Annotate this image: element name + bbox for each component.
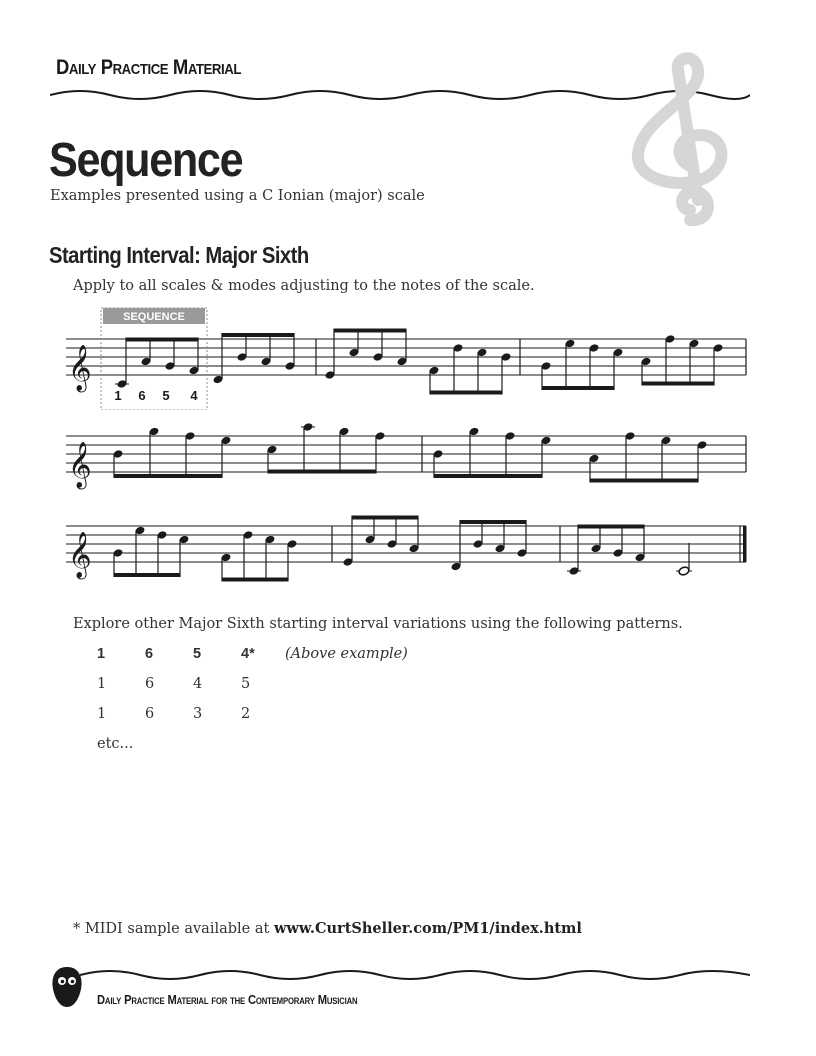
beam bbox=[334, 329, 406, 333]
sequence-label: SEQUENCE bbox=[123, 311, 185, 323]
beam bbox=[578, 525, 644, 529]
pattern-value: 6 bbox=[145, 646, 154, 662]
beam bbox=[352, 516, 418, 520]
pattern-value: 1 bbox=[97, 706, 107, 722]
pattern-row bbox=[97, 676, 408, 706]
header-title: Daily Practice Material bbox=[56, 56, 241, 79]
section-heading: Starting Interval: Major Sixth bbox=[49, 242, 309, 268]
staff-system-3 bbox=[0, 510, 816, 590]
explore-text: Explore other Major Sixth starting interval variations using the following patterns. bbox=[73, 616, 683, 632]
sequence-digit: 5 bbox=[162, 388, 170, 403]
beam bbox=[114, 474, 222, 478]
beam bbox=[268, 470, 376, 474]
midi-note bbox=[73, 920, 582, 937]
beam bbox=[430, 391, 502, 395]
midi-link[interactable]: www.CurtSheller.com/PM1/index.html bbox=[273, 920, 582, 937]
staff-system-1 bbox=[0, 300, 816, 410]
treble-clef-icon: 𝄞 bbox=[68, 442, 92, 488]
beam bbox=[590, 479, 698, 483]
treble-clef-icon: 𝄞 bbox=[68, 345, 92, 391]
page-title: Sequence bbox=[49, 134, 243, 187]
sequence-digit: 4 bbox=[190, 388, 198, 403]
pattern-note: (Above example) bbox=[285, 646, 408, 662]
pattern-value: 4 bbox=[193, 676, 203, 692]
mascot-logo-icon bbox=[50, 965, 84, 1009]
beam bbox=[114, 573, 180, 577]
midi-prefix: * MIDI sample available at bbox=[73, 921, 274, 937]
pattern-value: 6 bbox=[145, 676, 155, 692]
footer-wave-divider bbox=[80, 964, 750, 986]
beam bbox=[222, 333, 294, 337]
final-barline bbox=[743, 526, 747, 562]
beam bbox=[434, 474, 542, 478]
pattern-value: 5 bbox=[193, 646, 202, 662]
pattern-value: 1 bbox=[97, 646, 106, 662]
beam bbox=[642, 382, 714, 386]
pattern-row bbox=[97, 646, 408, 676]
sequence-digit: 1 bbox=[114, 388, 122, 403]
footer-text: Daily Practice Material for the Contemporary Musician bbox=[97, 992, 358, 1007]
beam bbox=[460, 520, 526, 524]
pattern-list bbox=[97, 646, 408, 752]
pattern-value: 1 bbox=[97, 676, 107, 692]
beam bbox=[126, 338, 198, 342]
pattern-etc: etc... bbox=[97, 736, 134, 752]
pattern-value: 3 bbox=[193, 706, 203, 722]
pattern-value: 5 bbox=[241, 676, 251, 692]
pattern-value: 2 bbox=[241, 706, 251, 722]
pattern-row bbox=[97, 706, 408, 736]
treble-clef-icon: 𝄞 bbox=[68, 532, 92, 578]
pattern-value: 6 bbox=[145, 706, 155, 722]
half-notehead bbox=[678, 566, 690, 576]
page-subtitle: Examples presented using a C Ionian (major) scale bbox=[50, 188, 425, 204]
treble-clef-watermark-icon bbox=[620, 50, 750, 230]
beam bbox=[542, 386, 614, 390]
section-instruction: Apply to all scales & modes adjusting to the notes of the scale. bbox=[73, 278, 535, 294]
sequence-digit: 6 bbox=[138, 388, 146, 403]
beam bbox=[222, 578, 288, 582]
pattern-value: 4* bbox=[241, 646, 255, 662]
staff-system-2 bbox=[0, 420, 816, 500]
